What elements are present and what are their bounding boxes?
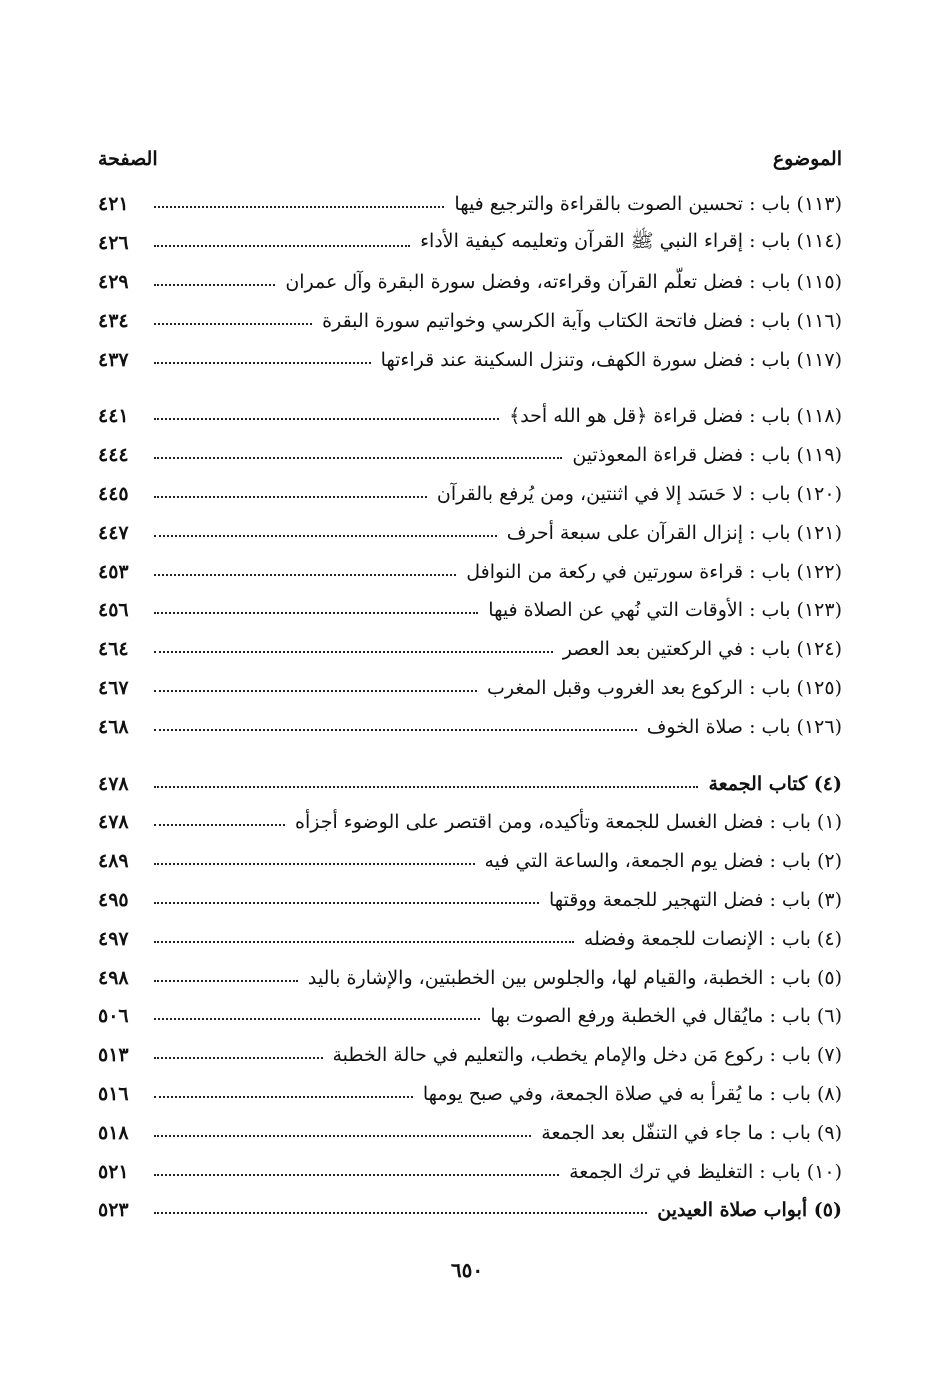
toc-entry-page: ٤٢٦ — [98, 232, 129, 255]
toc-entry-row — [98, 1036, 842, 1075]
toc-entry-page: ٥٢٣ — [98, 1199, 129, 1222]
toc-entry-title: (١٢٤) باب : في الركعتين بعد العصر — [562, 638, 842, 661]
toc-entry-row — [98, 263, 842, 302]
page-number: ٦٥٠ — [450, 1258, 484, 1282]
toc-entry-title: (١١٦) باب : فضل فاتحة الكتاب وآية الكرسي وخواتيم سورة البقرة — [322, 309, 842, 332]
toc-entry-row — [98, 552, 842, 591]
toc-entry-row — [98, 301, 842, 340]
toc-entry-row — [98, 397, 842, 436]
toc-entry-page: ٥١٦ — [98, 1082, 129, 1105]
toc-entry-page: ٤٤١ — [98, 405, 129, 428]
toc-entry-title: (١١٨) باب : فضل قراءة ﴿قل هو الله أحد﴾ — [509, 405, 842, 428]
dot-leader — [154, 1047, 323, 1059]
toc-entry-title: (١٢١) باب : إنزال القرآن على سبعة أحرف — [506, 521, 842, 544]
dot-leader — [154, 196, 444, 208]
dot-leader — [154, 641, 553, 653]
toc-entry-title: (٢) باب : فضل يوم الجمعة، والساعة التي فيه — [484, 850, 842, 873]
toc-entry-title: (٩) باب : ما جاء في التنفّل بعد الجمعة — [541, 1121, 842, 1144]
toc-entry-row — [98, 669, 842, 708]
dot-leader — [154, 564, 456, 576]
toc-entry-title: (١٠) باب : التغليظ في ترك الجمعة — [569, 1160, 842, 1183]
toc-entry-page: ٤٧٨ — [98, 811, 129, 834]
toc-entry-page: ٤٣٤ — [98, 309, 129, 332]
toc-entry-row — [98, 630, 842, 669]
toc-entry-page: ٥١٨ — [98, 1121, 129, 1144]
toc-header — [98, 143, 842, 175]
dot-leader — [154, 447, 562, 459]
toc-entry-row — [98, 881, 842, 920]
toc-entry-page: ٤٥٣ — [98, 560, 129, 583]
toc-entry-title: (١١٥) باب : فضل تعلّم القرآن وقراءته، وفضل سورة البقرة وآل عمران — [285, 270, 842, 293]
toc-section-row — [98, 764, 842, 803]
toc-entry-title: (٨) باب : ما يُقرأ به في صلاة الجمعة، وفي صبح يومها — [422, 1082, 842, 1105]
toc-entry-row — [98, 436, 842, 475]
toc-entry-page: ٤٦٨ — [98, 715, 129, 738]
toc-entry-title: (٣) باب : فضل التهجير للجمعة ووقتها — [548, 888, 842, 911]
dot-leader — [154, 1125, 531, 1137]
toc-entry-page: ٤٤٥ — [98, 482, 129, 505]
toc-entry-row — [98, 340, 842, 379]
toc-entry-page: ٤٧٨ — [98, 772, 129, 795]
dot-leader — [154, 602, 478, 614]
toc-entry-title: (١١٤) باب : إقراء النبي ﷺ القرآن وتعليمه كيفية الأداء — [420, 230, 842, 253]
toc-entry-page: ٥٢١ — [98, 1160, 129, 1183]
toc-entry-page: ٤٥٦ — [98, 599, 129, 622]
toc-entry-row — [98, 475, 842, 514]
toc-entry-page: ٤٦٤ — [98, 638, 129, 661]
toc-entry-page: ٤٩٥ — [98, 888, 129, 911]
toc-entry-title: (١٢٠) باب : لا حَسَد إلا في اثنتين، ومن يُرفع بالقرآن — [436, 482, 842, 505]
toc-entry-page: ٤٢٩ — [98, 270, 129, 293]
toc-entry-row — [98, 997, 842, 1036]
dot-leader — [154, 313, 312, 325]
toc-entry-title: (١٢٦) باب : صلاة الخوف — [646, 715, 842, 738]
toc-entry-row — [98, 842, 842, 881]
toc-entry-title: (٧) باب : ركوع مَن دخل والإمام يخطب، والتعليم في حالة الخطبة — [332, 1044, 842, 1067]
dot-leader — [154, 892, 539, 904]
dot-leader — [154, 814, 285, 826]
dot-leader — [154, 408, 499, 420]
dot-leader — [154, 719, 637, 731]
dot-leader — [154, 970, 298, 982]
toc-entry-title: (٥) أبواب صلاة العيدين — [657, 1199, 842, 1222]
dot-leader — [154, 235, 410, 247]
page-column-label: الصفحة — [98, 148, 158, 170]
toc-entry-row — [98, 185, 842, 224]
dot-leader — [154, 931, 574, 943]
toc-entry-title: (١١٩) باب : فضل قراءة المعوذتين — [572, 444, 842, 467]
dot-leader — [154, 1008, 480, 1020]
toc-entry-page: ٤٩٨ — [98, 966, 129, 989]
dot-leader — [154, 525, 497, 537]
dot-leader — [154, 1164, 559, 1176]
toc-entry-row — [98, 803, 842, 842]
dot-leader — [154, 776, 698, 788]
topic-column-label: الموضوع — [772, 148, 842, 170]
toc-entry-page: ٤٦٧ — [98, 676, 129, 699]
toc-entry-row — [98, 224, 842, 263]
toc-entry-title: (١٢٥) باب : الركوع بعد الغروب وقبل المغرب — [486, 676, 842, 699]
dot-leader — [154, 1086, 413, 1098]
toc-entry-title: (١) باب : فضل الغسل للجمعة وتأكيده، ومن اقتصر على الوضوء أجزأه — [295, 811, 842, 834]
toc-entry-page: ٤٩٧ — [98, 927, 129, 950]
toc-entry-title: (١١٧) باب : فضل سورة الكهف، وتنزل السكينة عند قراءتها — [380, 348, 842, 371]
toc-entry-title: (١١٣) باب : تحسين الصوت بالقراءة والترجيع فيها — [454, 193, 842, 216]
toc-entry-row — [98, 919, 842, 958]
dot-leader — [154, 274, 275, 286]
dot-leader — [154, 486, 427, 498]
toc-entry-row — [98, 591, 842, 630]
toc-entry-title: (٦) باب : مايُقال في الخطبة ورفع الصوت بها — [490, 1005, 842, 1028]
toc-section-row — [98, 1191, 842, 1230]
toc-entry-page: ٤٤٤ — [98, 444, 129, 467]
toc-entry-page: ٤٢١ — [98, 193, 129, 216]
toc-entry-title: (١٢٢) باب : قراءة سورتين في ركعة من النوافل — [466, 560, 842, 583]
toc-entry-row — [98, 958, 842, 997]
dot-leader — [154, 1202, 647, 1214]
toc-entry-title: (٤) باب : الإنصات للجمعة وفضله — [583, 927, 842, 950]
toc-entry-row — [98, 1075, 842, 1114]
dot-leader — [154, 853, 475, 865]
toc-entry-page: ٥٠٦ — [98, 1005, 129, 1028]
dot-leader — [154, 352, 371, 364]
toc-entry-row — [98, 707, 842, 746]
toc-entry-page: ٤٣٧ — [98, 348, 129, 371]
toc-entry-page: ٤٨٩ — [98, 850, 129, 873]
dot-leader — [154, 680, 477, 692]
toc-entry-page: ٥١٣ — [98, 1044, 129, 1067]
toc-list — [98, 185, 842, 1230]
toc-entry-row — [98, 1152, 842, 1191]
toc-entry-page: ٤٤٧ — [98, 521, 129, 544]
toc-entry-row — [98, 513, 842, 552]
toc-entry-title: (٥) باب : الخطبة، والقيام لها، والجلوس بين الخطبتين، والإشارة باليد — [307, 966, 842, 989]
toc-entry-title: (١٢٣) باب : الأوقات التي نُهي عن الصلاة فيها — [488, 599, 842, 622]
toc-entry-title: (٤) كتاب الجمعة — [708, 772, 842, 795]
toc-entry-row — [98, 1113, 842, 1152]
